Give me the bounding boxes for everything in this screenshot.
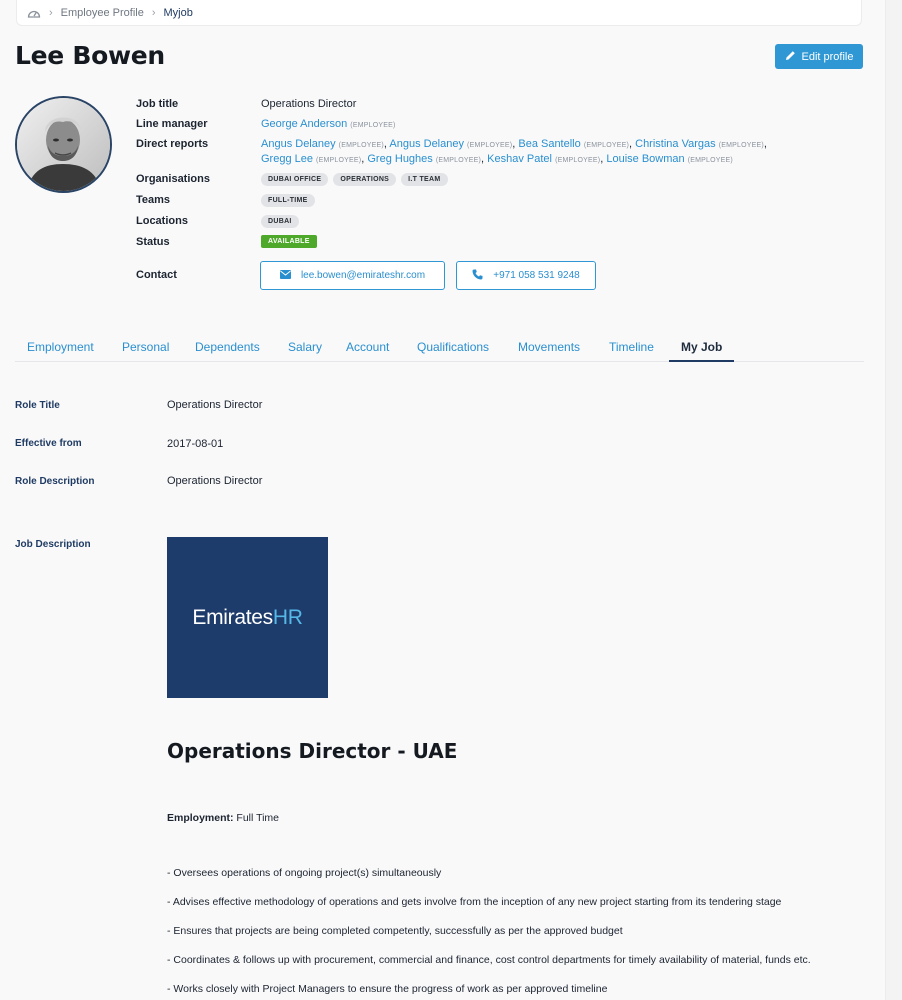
employment-type-value: Full Time	[233, 812, 280, 824]
tab-my-job[interactable]: My Job	[681, 340, 723, 354]
job-description-label: Job Description	[15, 539, 91, 550]
separator: ,	[512, 138, 519, 150]
separator: ,	[383, 138, 390, 150]
location-pill[interactable]: DUBAI	[261, 215, 299, 228]
status-label: Status	[136, 236, 170, 248]
dashboard-icon[interactable]	[27, 7, 41, 19]
chevron-right-icon: ›	[151, 6, 156, 19]
edit-profile-button[interactable]	[775, 44, 863, 69]
email-text: lee.bowen@emirateshr.com	[300, 270, 426, 281]
pencil-icon	[785, 50, 796, 64]
team-pill[interactable]: FULL-TIME	[261, 194, 315, 207]
direct-report-link[interactable]: Bea Santello	[518, 138, 581, 150]
effective-from-value: 2017-08-01	[167, 438, 224, 450]
scrollbar[interactable]	[885, 0, 902, 1000]
tab-qualifications[interactable]: Qualifications	[417, 340, 490, 354]
direct-report-link[interactable]: Gregg Lee	[261, 153, 313, 165]
separator: ,	[361, 153, 368, 165]
direct-report-link[interactable]: Keshav Patel	[487, 153, 552, 165]
duty-item: - Works closely with Project Managers to ensure the progress of work as per approved timeline	[167, 983, 608, 995]
organisation-pill[interactable]: I.T TEAM	[401, 173, 447, 186]
employment-type-label: Employment:	[167, 812, 234, 824]
effective-from-label: Effective from	[15, 438, 82, 449]
line-manager-link[interactable]: George Anderson	[261, 118, 348, 130]
duty-item: - Advises effective methodology of operations and gets involve from the inception of any new project starting from its tendering stage	[167, 896, 782, 908]
tab-account[interactable]: Account	[346, 340, 390, 354]
company-logo	[167, 537, 328, 698]
direct-report-link[interactable]: Louise Bowman	[606, 153, 685, 165]
logo-hr-text: HR	[272, 605, 303, 629]
tab-salary[interactable]: Salary	[288, 340, 323, 354]
breadcrumb-employee-profile[interactable]: Employee Profile	[60, 6, 144, 19]
tab-movements[interactable]: Movements	[518, 340, 581, 354]
direct-reports-row-1	[261, 138, 767, 150]
duty-item: - Coordinates & follows up with procurement, commercial and finance, cost control departments for timely availability of material, funds etc.	[167, 954, 811, 966]
job-description-title: Operations Director - UAE	[167, 739, 458, 763]
breadcrumb-myjob: Myjob	[163, 6, 193, 19]
direct-report-link[interactable]: Angus Delaney	[261, 138, 336, 150]
chevron-right-icon: ›	[49, 6, 53, 19]
active-tab-indicator	[669, 360, 734, 362]
role-title-label: Role Title	[15, 400, 60, 411]
employee-tag: (EMPLOYEE)	[338, 142, 384, 149]
organisation-pill[interactable]: OPERATIONS	[333, 173, 396, 186]
duty-item: - Ensures that projects are being completed competently, successfully as per the approved budget	[167, 925, 623, 937]
tab-employment[interactable]: Employment	[27, 340, 94, 354]
logo-text: Emirates	[192, 605, 273, 629]
status-badge: AVAILABLE	[261, 235, 317, 248]
avatar	[15, 96, 112, 193]
job-title-value: Operations Director	[261, 98, 357, 110]
email-button[interactable]	[260, 261, 445, 290]
breadcrumb	[16, 0, 862, 26]
line-manager-value	[261, 118, 395, 130]
employee-tag: (EMPLOYEE)	[350, 122, 396, 129]
tab-timeline[interactable]: Timeline	[609, 340, 654, 354]
organisation-pill[interactable]: DUBAI OFFICE	[261, 173, 328, 186]
direct-report-link[interactable]: Greg Hughes	[367, 153, 433, 165]
employee-tag: (EMPLOYEE)	[718, 142, 764, 149]
employee-tag: (EMPLOYEE)	[555, 157, 601, 164]
organisations-pills	[261, 173, 448, 186]
tab-personal[interactable]: Personal	[122, 340, 170, 354]
separator: ,	[481, 153, 488, 165]
direct-report-link[interactable]: Angus Delaney	[389, 138, 464, 150]
profile-tabs	[15, 334, 864, 362]
separator: ,	[600, 153, 607, 165]
job-title-label: Job title	[136, 98, 179, 110]
direct-reports-row-2	[261, 153, 733, 165]
line-manager-label: Line manager	[136, 118, 208, 130]
phone-icon	[472, 269, 483, 283]
direct-report-link[interactable]: Christina Vargas	[635, 138, 716, 150]
role-description-label: Role Description	[15, 476, 95, 487]
page-title: Lee Bowen	[15, 41, 165, 70]
role-description-value: Operations Director	[167, 475, 263, 487]
edit-profile-label: Edit profile	[801, 50, 854, 63]
phone-button[interactable]	[456, 261, 596, 290]
employee-tag: (EMPLOYEE)	[467, 142, 513, 149]
organisations-label: Organisations	[136, 173, 210, 185]
separator: ,	[629, 138, 636, 150]
locations-pills	[261, 215, 299, 228]
locations-label: Locations	[136, 215, 188, 227]
envelope-icon	[280, 270, 291, 282]
phone-text: +971 058 531 9248	[493, 270, 580, 281]
employee-tag: (EMPLOYEE)	[435, 157, 482, 164]
teams-label: Teams	[136, 194, 171, 206]
employee-tag: (EMPLOYEE)	[687, 157, 733, 164]
contact-label: Contact	[136, 269, 177, 281]
direct-reports-label: Direct reports	[136, 138, 209, 150]
duty-item: - Oversees operations of ongoing project(s) simultaneously	[167, 867, 442, 879]
employment-type-line	[167, 812, 279, 824]
employee-tag: (EMPLOYEE)	[316, 157, 362, 164]
tab-dependents[interactable]: Dependents	[195, 340, 260, 354]
teams-pills	[261, 194, 315, 207]
role-title-value: Operations Director	[167, 399, 263, 411]
separator: ,	[763, 138, 767, 150]
employee-tag: (EMPLOYEE)	[583, 142, 629, 149]
